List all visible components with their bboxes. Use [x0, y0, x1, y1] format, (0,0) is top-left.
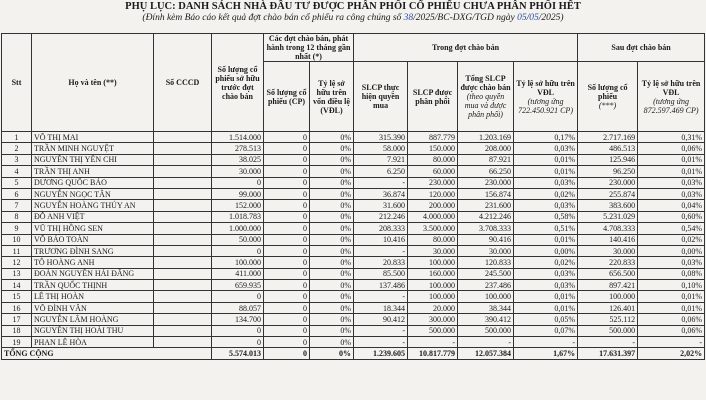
- header-name: Họ và tên (**): [32, 34, 154, 132]
- header-prev-offering-group: Các đợt chào bán, phát hành trong 12 tháng gần nhất (*): [264, 34, 354, 62]
- row-shares-before: 0: [212, 177, 264, 188]
- header-ratio-after-note: (tương ứng 872.597.469 CP): [643, 96, 699, 115]
- row-stt: 10: [2, 234, 32, 245]
- row-slcp-rights: -: [354, 337, 408, 348]
- table-row: [2, 257, 705, 268]
- subtitle-suffix: /2025): [538, 13, 564, 23]
- row-stt: 12: [2, 257, 32, 268]
- row-shares-before: 152.000: [212, 200, 264, 211]
- header-slcp-total-label: Tổng SLCP được chào bán: [460, 74, 511, 92]
- row-shares-after: 500.000: [578, 325, 638, 336]
- row-shares-before: 30.000: [212, 166, 264, 177]
- header-slcp-rights: SLCP thực hiện quyền mua: [354, 62, 408, 132]
- row-slcp-total: 231.600: [458, 200, 514, 211]
- row-slcp-rights: 36.874: [354, 188, 408, 199]
- row-slcp-total: 90.416: [458, 234, 514, 245]
- row-name: PHAN LÊ HÒA: [32, 337, 154, 348]
- row-slcp-allocated: 30.000: [408, 245, 458, 256]
- row-slcp-allocated: 100.000: [408, 291, 458, 302]
- row-slcp-total: 230.000: [458, 177, 514, 188]
- row-prev-shares: 0: [264, 188, 310, 199]
- row-slcp-total: 87.921: [458, 154, 514, 165]
- header-stt: Stt: [2, 34, 32, 132]
- total-prev-cp: 0: [264, 348, 310, 360]
- row-slcp-rights: -: [354, 177, 408, 188]
- total-after: 17.631.397: [578, 348, 638, 360]
- row-prev-ratio: 0%: [310, 268, 354, 279]
- row-ratio-after: 0,31%: [638, 132, 705, 143]
- row-shares-after: 230.000: [578, 177, 638, 188]
- row-stt: 7: [2, 200, 32, 211]
- subtitle-prefix: (Đính kèm Báo cáo kết quả đợt chào bán cổ phiếu ra công chúng số: [142, 13, 404, 23]
- row-prev-shares: 0: [264, 200, 310, 211]
- table-row: [2, 280, 705, 291]
- row-slcp-allocated: 300.000: [408, 314, 458, 325]
- row-slcp-rights: 6.250: [354, 166, 408, 177]
- row-ratio-during: 0,03%: [514, 268, 578, 279]
- row-prev-shares: 0: [264, 143, 310, 154]
- row-slcp-total: 237.486: [458, 280, 514, 291]
- row-cccd: [154, 234, 212, 245]
- row-ratio-during: 0,03%: [514, 200, 578, 211]
- row-prev-shares: 0: [264, 337, 310, 348]
- row-shares-before: 50.000: [212, 234, 264, 245]
- row-slcp-rights: -: [354, 291, 408, 302]
- row-ratio-after: 0,01%: [638, 154, 705, 165]
- row-slcp-total: 100.000: [458, 291, 514, 302]
- row-ratio-during: 0,17%: [514, 132, 578, 143]
- row-ratio-during: 0,03%: [514, 280, 578, 291]
- total-prev-pct: 0%: [310, 348, 354, 360]
- header-after-group: Sau đợt chào bán: [578, 34, 705, 62]
- row-slcp-allocated: 160.000: [408, 268, 458, 279]
- row-cccd: [154, 302, 212, 313]
- header-shares-after: [578, 62, 638, 132]
- row-slcp-allocated: 80.000: [408, 154, 458, 165]
- header-shares-before: Số lượng cổ phiếu sở hữu trước đợt chào bán: [212, 34, 264, 132]
- row-prev-shares: 0: [264, 302, 310, 313]
- row-cccd: [154, 268, 212, 279]
- row-shares-after: 2.717.169: [578, 132, 638, 143]
- row-name: DƯƠNG QUỐC BẢO: [32, 177, 154, 188]
- row-ratio-after: 0,01%: [638, 302, 705, 313]
- header-prev-shares: Số lượng cổ phiếu (CP): [264, 62, 310, 132]
- row-slcp-rights: 31.600: [354, 200, 408, 211]
- row-stt: 9: [2, 223, 32, 234]
- row-stt: 13: [2, 268, 32, 279]
- row-shares-after: 220.833: [578, 257, 638, 268]
- table-row: [2, 166, 705, 177]
- row-slcp-allocated: 230.000: [408, 177, 458, 188]
- row-ratio-after: 0,08%: [638, 268, 705, 279]
- row-ratio-after: 0,03%: [638, 257, 705, 268]
- row-ratio-after: 0,06%: [638, 143, 705, 154]
- row-ratio-after: 0,02%: [638, 234, 705, 245]
- row-slcp-rights: -: [354, 245, 408, 256]
- row-shares-after: 486.513: [578, 143, 638, 154]
- row-prev-shares: 0: [264, 211, 310, 222]
- row-stt: 6: [2, 188, 32, 199]
- header-slcp-total: [458, 62, 514, 132]
- row-ratio-during: 0,58%: [514, 211, 578, 222]
- row-slcp-total: 4.212.246: [458, 211, 514, 222]
- row-slcp-total: 38.344: [458, 302, 514, 313]
- row-name: NGUYỄN THỊ YẾN CHI: [32, 154, 154, 165]
- row-stt: 14: [2, 280, 32, 291]
- row-ratio-during: 0,01%: [514, 302, 578, 313]
- page-subtitle: [0, 13, 706, 24]
- table-row: [2, 314, 705, 325]
- header-ratio-after: [638, 62, 705, 132]
- report-month: 05: [529, 13, 539, 23]
- header-shares-after-label: Số lượng cổ phiếu: [587, 83, 628, 101]
- row-slcp-allocated: 150.000: [408, 143, 458, 154]
- row-slcp-rights: 7.921: [354, 154, 408, 165]
- row-slcp-total: 208.000: [458, 143, 514, 154]
- row-shares-before: 0: [212, 291, 264, 302]
- row-cccd: [154, 211, 212, 222]
- table-row: [2, 337, 705, 348]
- row-slcp-rights: 315.390: [354, 132, 408, 143]
- row-shares-after: -: [578, 337, 638, 348]
- row-stt: 19: [2, 337, 32, 348]
- total-row: [2, 348, 705, 360]
- page-title: PHỤ LỤC: DANH SÁCH NHÀ ĐẦU TƯ ĐƯỢC PHÂN PHỐI CỔ PHIẾU CHƯA PHÂN PHỐI HẾT: [125, 1, 581, 12]
- row-ratio-during: 0,05%: [514, 314, 578, 325]
- row-stt: 16: [2, 302, 32, 313]
- row-slcp-allocated: 200.000: [408, 200, 458, 211]
- row-shares-after: 525.112: [578, 314, 638, 325]
- row-ratio-after: 0,60%: [638, 211, 705, 222]
- row-slcp-allocated: 100.000: [408, 280, 458, 291]
- row-shares-after: 125.946: [578, 154, 638, 165]
- total-rights: 1.239.605: [354, 348, 408, 360]
- row-ratio-after: 0,54%: [638, 223, 705, 234]
- row-ratio-during: 0,51%: [514, 223, 578, 234]
- row-name: TRẦN MINH NGUYỆT: [32, 143, 154, 154]
- row-ratio-during: 0,01%: [514, 154, 578, 165]
- row-prev-ratio: 0%: [310, 314, 354, 325]
- row-shares-before: 1.514.000: [212, 132, 264, 143]
- table-row: [2, 211, 705, 222]
- row-name: NGUYỄN THỊ HOÀI THU: [32, 325, 154, 336]
- row-shares-before: 411.000: [212, 268, 264, 279]
- row-prev-ratio: 0%: [310, 188, 354, 199]
- row-slcp-total: 66.250: [458, 166, 514, 177]
- table-row: [2, 188, 705, 199]
- row-cccd: [154, 200, 212, 211]
- row-name: NGUYỄN NGỌC TÂN: [32, 188, 154, 199]
- row-ratio-after: 0,03%: [638, 177, 705, 188]
- row-ratio-after: 0,01%: [638, 291, 705, 302]
- row-prev-shares: 0: [264, 291, 310, 302]
- row-slcp-total: 390.412: [458, 314, 514, 325]
- row-shares-after: 656.500: [578, 268, 638, 279]
- row-shares-before: 38.025: [212, 154, 264, 165]
- table-row: [2, 245, 705, 256]
- row-prev-shares: 0: [264, 177, 310, 188]
- row-prev-shares: 0: [264, 268, 310, 279]
- total-total: 12.057.384: [458, 348, 514, 360]
- row-cccd: [154, 325, 212, 336]
- row-ratio-during: -: [514, 337, 578, 348]
- row-shares-before: 0: [212, 245, 264, 256]
- subtitle-mid: /2025/BC-DXG/TGD ngày: [413, 13, 518, 23]
- row-shares-after: 5.231.029: [578, 211, 638, 222]
- row-stt: 17: [2, 314, 32, 325]
- row-slcp-total: 156.874: [458, 188, 514, 199]
- header-slcp-allocated: SLCP được phân phối: [408, 62, 458, 132]
- row-slcp-rights: 20.833: [354, 257, 408, 268]
- row-name: ĐOÀN NGUYỄN HẢI ĐĂNG: [32, 268, 154, 279]
- row-ratio-during: 0,03%: [514, 143, 578, 154]
- row-cccd: [154, 143, 212, 154]
- row-shares-before: 0: [212, 337, 264, 348]
- row-name: TRẦN THỊ ANH: [32, 166, 154, 177]
- row-shares-after: 30.000: [578, 245, 638, 256]
- row-slcp-allocated: 500.000: [408, 325, 458, 336]
- row-prev-ratio: 0%: [310, 223, 354, 234]
- row-stt: 3: [2, 154, 32, 165]
- row-slcp-rights: 137.486: [354, 280, 408, 291]
- row-slcp-allocated: 60.000: [408, 166, 458, 177]
- row-slcp-total: 500.000: [458, 325, 514, 336]
- row-slcp-rights: 212.246: [354, 211, 408, 222]
- row-stt: 18: [2, 325, 32, 336]
- row-prev-ratio: 0%: [310, 154, 354, 165]
- row-cccd: [154, 188, 212, 199]
- subtitle-sep: /: [526, 13, 530, 23]
- row-name: TRƯƠNG ĐÌNH SANG: [32, 245, 154, 256]
- row-ratio-during: 0,07%: [514, 325, 578, 336]
- row-slcp-rights: 90.412: [354, 314, 408, 325]
- row-cccd: [154, 257, 212, 268]
- row-name: NGUYỄN HOÀNG THÚY AN: [32, 200, 154, 211]
- row-shares-after: 4.708.333: [578, 223, 638, 234]
- row-slcp-rights: 58.000: [354, 143, 408, 154]
- row-shares-before: 1.000.000: [212, 223, 264, 234]
- row-prev-ratio: 0%: [310, 291, 354, 302]
- row-slcp-total: 1.203.169: [458, 132, 514, 143]
- row-slcp-total: 3.708.333: [458, 223, 514, 234]
- row-prev-shares: 0: [264, 223, 310, 234]
- table-row: [2, 200, 705, 211]
- row-shares-after: 140.416: [578, 234, 638, 245]
- table-row: [2, 268, 705, 279]
- row-shares-before: 1.018.783: [212, 211, 264, 222]
- row-cccd: [154, 166, 212, 177]
- row-slcp-allocated: 80.000: [408, 234, 458, 245]
- row-ratio-during: 0,00%: [514, 245, 578, 256]
- row-slcp-allocated: 120.000: [408, 188, 458, 199]
- row-stt: 2: [2, 143, 32, 154]
- row-slcp-rights: 18.344: [354, 302, 408, 313]
- row-prev-shares: 0: [264, 132, 310, 143]
- table-row: [2, 302, 705, 313]
- header-ratio-during-label: Tỷ lệ sở hữu trên VĐL: [516, 78, 575, 97]
- investor-table: [1, 33, 705, 360]
- row-cccd: [154, 154, 212, 165]
- row-name: LÊ THỊ HOÀN: [32, 291, 154, 302]
- row-prev-shares: 0: [264, 280, 310, 291]
- row-slcp-rights: 10.416: [354, 234, 408, 245]
- row-ratio-after: 0,03%: [638, 188, 705, 199]
- row-ratio-after: 0,04%: [638, 200, 705, 211]
- total-label: TỔNG CỘNG: [2, 348, 212, 360]
- table-row: [2, 154, 705, 165]
- header-ratio-after-label: Tỷ lệ sở hữu trên VĐL: [641, 78, 701, 97]
- row-ratio-during: 0,02%: [514, 257, 578, 268]
- row-slcp-allocated: 100.000: [408, 257, 458, 268]
- table-row: [2, 325, 705, 336]
- row-cccd: [154, 280, 212, 291]
- row-slcp-total: 120.833: [458, 257, 514, 268]
- header-shares-after-note: (***): [598, 101, 617, 110]
- table-row: [2, 177, 705, 188]
- row-cccd: [154, 291, 212, 302]
- row-ratio-during: 0,01%: [514, 166, 578, 177]
- row-prev-ratio: 0%: [310, 177, 354, 188]
- row-prev-shares: 0: [264, 257, 310, 268]
- row-name: TÔ HOÀNG ANH: [32, 257, 154, 268]
- row-shares-before: 659.935: [212, 280, 264, 291]
- row-prev-shares: 0: [264, 154, 310, 165]
- table-row: [2, 132, 705, 143]
- row-prev-shares: 0: [264, 325, 310, 336]
- row-cccd: [154, 245, 212, 256]
- row-slcp-rights: 208.333: [354, 223, 408, 234]
- table-row: [2, 223, 705, 234]
- row-shares-before: 278.513: [212, 143, 264, 154]
- row-cccd: [154, 132, 212, 143]
- row-ratio-after: 0,06%: [638, 314, 705, 325]
- table-row: [2, 143, 705, 154]
- row-prev-shares: 0: [264, 166, 310, 177]
- row-prev-ratio: 0%: [310, 211, 354, 222]
- row-ratio-after: 0,01%: [638, 166, 705, 177]
- row-name: VÕ ĐÌNH VĂN: [32, 302, 154, 313]
- row-slcp-allocated: 887.779: [408, 132, 458, 143]
- row-name: ĐỖ ANH VIỆT: [32, 211, 154, 222]
- row-cccd: [154, 223, 212, 234]
- row-prev-ratio: 0%: [310, 257, 354, 268]
- row-prev-shares: 0: [264, 245, 310, 256]
- row-name: VÕ BẢO TOÀN: [32, 234, 154, 245]
- row-ratio-after: 0,10%: [638, 280, 705, 291]
- row-ratio-after: 0,06%: [638, 325, 705, 336]
- row-prev-ratio: 0%: [310, 132, 354, 143]
- total-pct-during: 1,67%: [514, 348, 578, 360]
- row-ratio-during: 0,01%: [514, 234, 578, 245]
- report-number: 38: [403, 13, 414, 23]
- row-ratio-during: 0,02%: [514, 188, 578, 199]
- row-prev-shares: 0: [264, 314, 310, 325]
- row-shares-before: 88.057: [212, 302, 264, 313]
- row-stt: 11: [2, 245, 32, 256]
- row-shares-before: 134.700: [212, 314, 264, 325]
- row-slcp-rights: -: [354, 325, 408, 336]
- row-prev-ratio: 0%: [310, 302, 354, 313]
- row-stt: 4: [2, 166, 32, 177]
- row-slcp-allocated: 4.000.000: [408, 211, 458, 222]
- row-stt: 1: [2, 132, 32, 143]
- header-ratio-during: [514, 62, 578, 132]
- row-prev-ratio: 0%: [310, 234, 354, 245]
- row-cccd: [154, 314, 212, 325]
- row-shares-after: 383.600: [578, 200, 638, 211]
- row-slcp-total: -: [458, 337, 514, 348]
- row-shares-after: 100.000: [578, 291, 638, 302]
- row-shares-before: 100.000: [212, 257, 264, 268]
- row-prev-ratio: 0%: [310, 200, 354, 211]
- report-day: 05: [517, 13, 527, 23]
- header-during-group: Trong đợt chào bán: [354, 34, 578, 62]
- row-slcp-allocated: 20.000: [408, 302, 458, 313]
- row-slcp-allocated: -: [408, 337, 458, 348]
- row-slcp-rights: 85.500: [354, 268, 408, 279]
- row-prev-shares: 0: [264, 234, 310, 245]
- row-prev-ratio: 0%: [310, 325, 354, 336]
- header-cccd: Số CCCD: [154, 34, 212, 132]
- row-cccd: [154, 177, 212, 188]
- row-stt: 15: [2, 291, 32, 302]
- row-shares-after: 126.401: [578, 302, 638, 313]
- row-prev-ratio: 0%: [310, 143, 354, 154]
- total-pct-after: 2,02%: [638, 348, 705, 360]
- row-stt: 5: [2, 177, 32, 188]
- row-prev-ratio: 0%: [310, 166, 354, 177]
- row-shares-before: 0: [212, 325, 264, 336]
- row-ratio-during: 0,03%: [514, 177, 578, 188]
- header-prev-ratio: Tỷ lệ sở hữu trên vốn điều lệ (VĐL): [310, 62, 354, 132]
- total-alloc: 10.817.779: [408, 348, 458, 360]
- row-name: TRẦN QUỐC THỊNH: [32, 280, 154, 291]
- header-slcp-total-note: (theo quyền mua và được phân phối): [464, 92, 507, 119]
- header-ratio-during-note: (tương ứng 722.450.921 CP): [518, 96, 573, 115]
- row-prev-ratio: 0%: [310, 280, 354, 291]
- row-shares-before: 99.000: [212, 188, 264, 199]
- row-ratio-after: -: [638, 337, 705, 348]
- total-before: 5.574.013: [212, 348, 264, 360]
- row-shares-after: 897.421: [578, 280, 638, 291]
- table-body: [2, 132, 705, 348]
- table-row: [2, 291, 705, 302]
- row-name: VÕ THỊ MAI: [32, 132, 154, 143]
- row-ratio-during: 0,01%: [514, 291, 578, 302]
- row-shares-after: 96.250: [578, 166, 638, 177]
- row-cccd: [154, 337, 212, 348]
- row-shares-after: 255.874: [578, 188, 638, 199]
- row-prev-ratio: 0%: [310, 245, 354, 256]
- row-slcp-allocated: 3.500.000: [408, 223, 458, 234]
- row-slcp-total: 30.000: [458, 245, 514, 256]
- row-name: VŨ THỊ HỒNG SEN: [32, 223, 154, 234]
- row-stt: 8: [2, 211, 32, 222]
- row-slcp-total: 245.500: [458, 268, 514, 279]
- row-name: NGUYỄN LÂM HOÀNG: [32, 314, 154, 325]
- row-prev-ratio: 0%: [310, 337, 354, 348]
- table-row: [2, 234, 705, 245]
- row-ratio-after: 0,00%: [638, 245, 705, 256]
